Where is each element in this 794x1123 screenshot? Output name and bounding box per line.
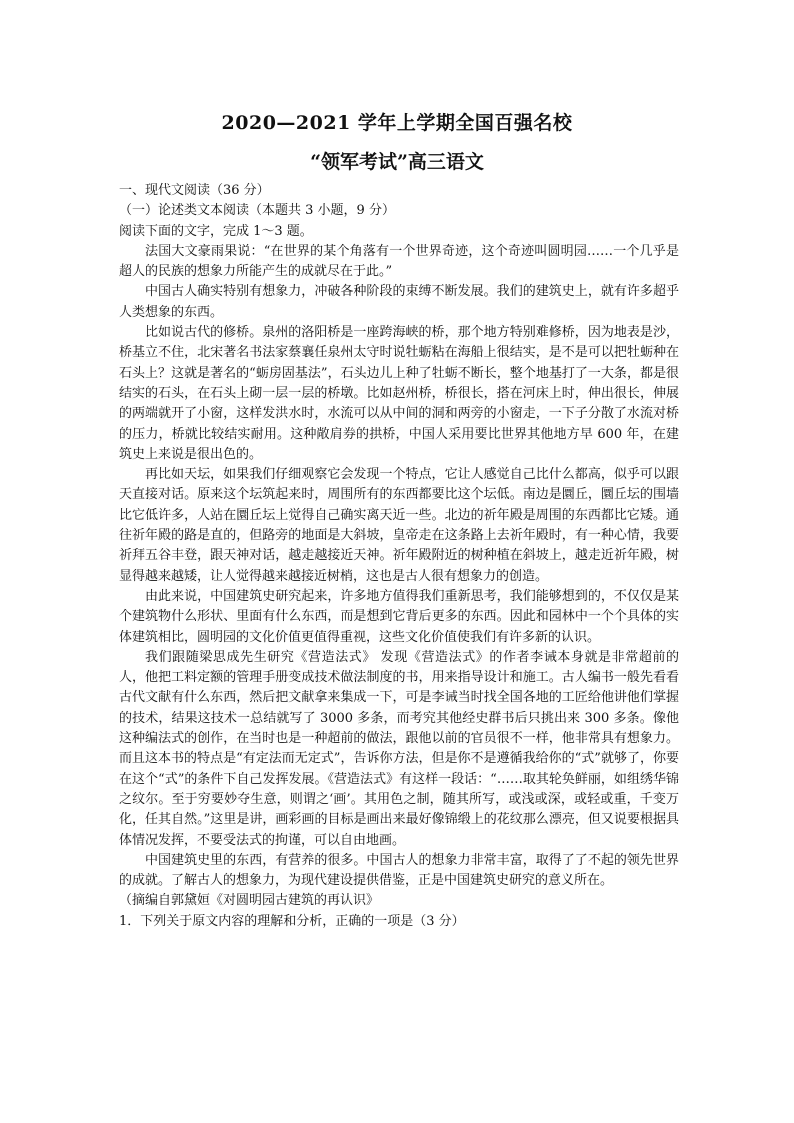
paragraph: 法国大文豪雨果说：“在世界的某个角落有一个世界奇迹，这个奇迹叫圆明园……一个几乎是超人的民族的想象力所能产生的成就尽在于此。” [119, 243, 679, 280]
exam-title: 2020—2021 学年上学期全国百强名校 [221, 112, 573, 134]
paragraph: 中国建筑史里的东西，有营养的很多。中国古人的想象力非常丰富，取得了了不起的领先世界的成就。了解古人的想象力，为现代建设提供借鉴，正是中国建筑史研究的意义所在。 [119, 852, 679, 889]
paragraph: 中国古人确实特别有想象力，冲破各种阶段的束缚不断发展。我们的建筑史上，就有许多超乎人类想象的东西。 [119, 284, 679, 320]
exam-subtitle: “领军考试”高三语文 [310, 151, 484, 173]
reading-instruction: 阅读下面的文字，完成 1～3 题。 [119, 223, 313, 239]
section-heading: 一、现代文阅读（36 分） [119, 183, 270, 198]
paragraph: 由此来说，中国建筑史研究起来，许多地方值得我们重新思考，我们能够想到的，不仅仅是某个建筑物什么形状、里面有什么东西，而是想到它背后更多的东西。因此和园林中一个个具体的实体建筑相比，圆明园的文化价值更值得重视，这些文化价值使我们有许多新的认识。 [119, 588, 679, 645]
source-citation: （摘编自郭黛姮《对圆明园古建筑的再认识》 [119, 893, 380, 909]
question-1: 1．下列关于原文内容的理解和分析，正确的一项是（3 分） [119, 913, 465, 929]
section-subheading: （一）论述类文本阅读（本题共 3 小题，9 分） [119, 203, 395, 219]
paragraph: 比如说古代的修桥。泉州的洛阳桥是一座跨海峡的桥，那个地方特别难修桥，因为地表是沙，桥基立不住，北宋著名书法家蔡襄任泉州太守时说牡蛎粘在海船上很结实，是不是可以把牡蛎种在石头上？这就是著名的“蛎房固基法”，石头边儿上种了牡蛎不断长，整个地基打了一大条，都是很结实的石头，在石头上砌一层一层的桥墩。比如赵州桥，桥很长，搭在河床上时，伸出很长，伸展的两端就开了小窗，这样发洪水时，水流可以从中间的洞和两旁的小窗走，一下子分散了水流对桥的压力，桥就比较结实耐用。这种敞肩券的拱桥，中国人采用要比世界其他地方早 600 年，在建筑史上来说是很出色的。 [119, 325, 679, 462]
paragraph: 我们跟随梁思成先生研究《营造法式》 发现《营造法式》的作者李诫本身就是非常超前的人，他把工料定额的管理手册变成技术做法制度的书，用来指导设计和施工。古人编书一般先看看古代文献有什么东西，然后把文献拿来集成一下，可是李诫当时找全国各地的工匠给他讲他们掌握的技术，结果这技术一总结就写了 3000 多条，而考究其他经史群书后只挑出来 300 多条。像他这种编法式的创作，在当时也是一种超前的做法，跟他以前的官员很不一样，他非常具有想象力。而且这本书的特点是“有定法而无定式”，告诉你方法，但是你不是遵循我给你的“式”就够了，你要在这个“式”的条件下自己发挥发展。《营造法式》有这样一段话：“……取其轮奂鲜丽，如组绣华锦之纹尔。至于穷要妙夺生意，则谓之‘画’。其用色之制，随其所写，或浅或深，或轻或重，千变万化，任其自然。”这里是讲，画彩画的目标是画出来最好像锦缎上的花纹那么漂亮，但又说要根据具体情况发挥，不要受法式的拘谨，可以自由地画。 [119, 649, 679, 848]
paragraph: 再比如天坛，如果我们仔细观察它会发现一个特点，它让人感觉自己比什么都高，似乎可以跟天直接对话。原来这个坛筑起来时，周围所有的东西都要比这个坛低。南边是圜丘，圜丘坛的围墙比它低许多，人站在圜丘坛上觉得自己确实离天近一些。北边的祈年殿是周围的东西都比它矮。通往祈年殿的路是直的，但路旁的地面是大斜坡，皇帝走在这条路上去祈年殿时，有一种心情，我要祈拜五谷丰登，跟天神对话，越走越接近天神。祈年殿附近的树种植在斜坡上，越走近祈年殿，树显得越来越矮，让人觉得越来越接近树梢，这也是古人很有想象力的创造。 [119, 467, 679, 584]
exam-body [119, 181, 679, 932]
